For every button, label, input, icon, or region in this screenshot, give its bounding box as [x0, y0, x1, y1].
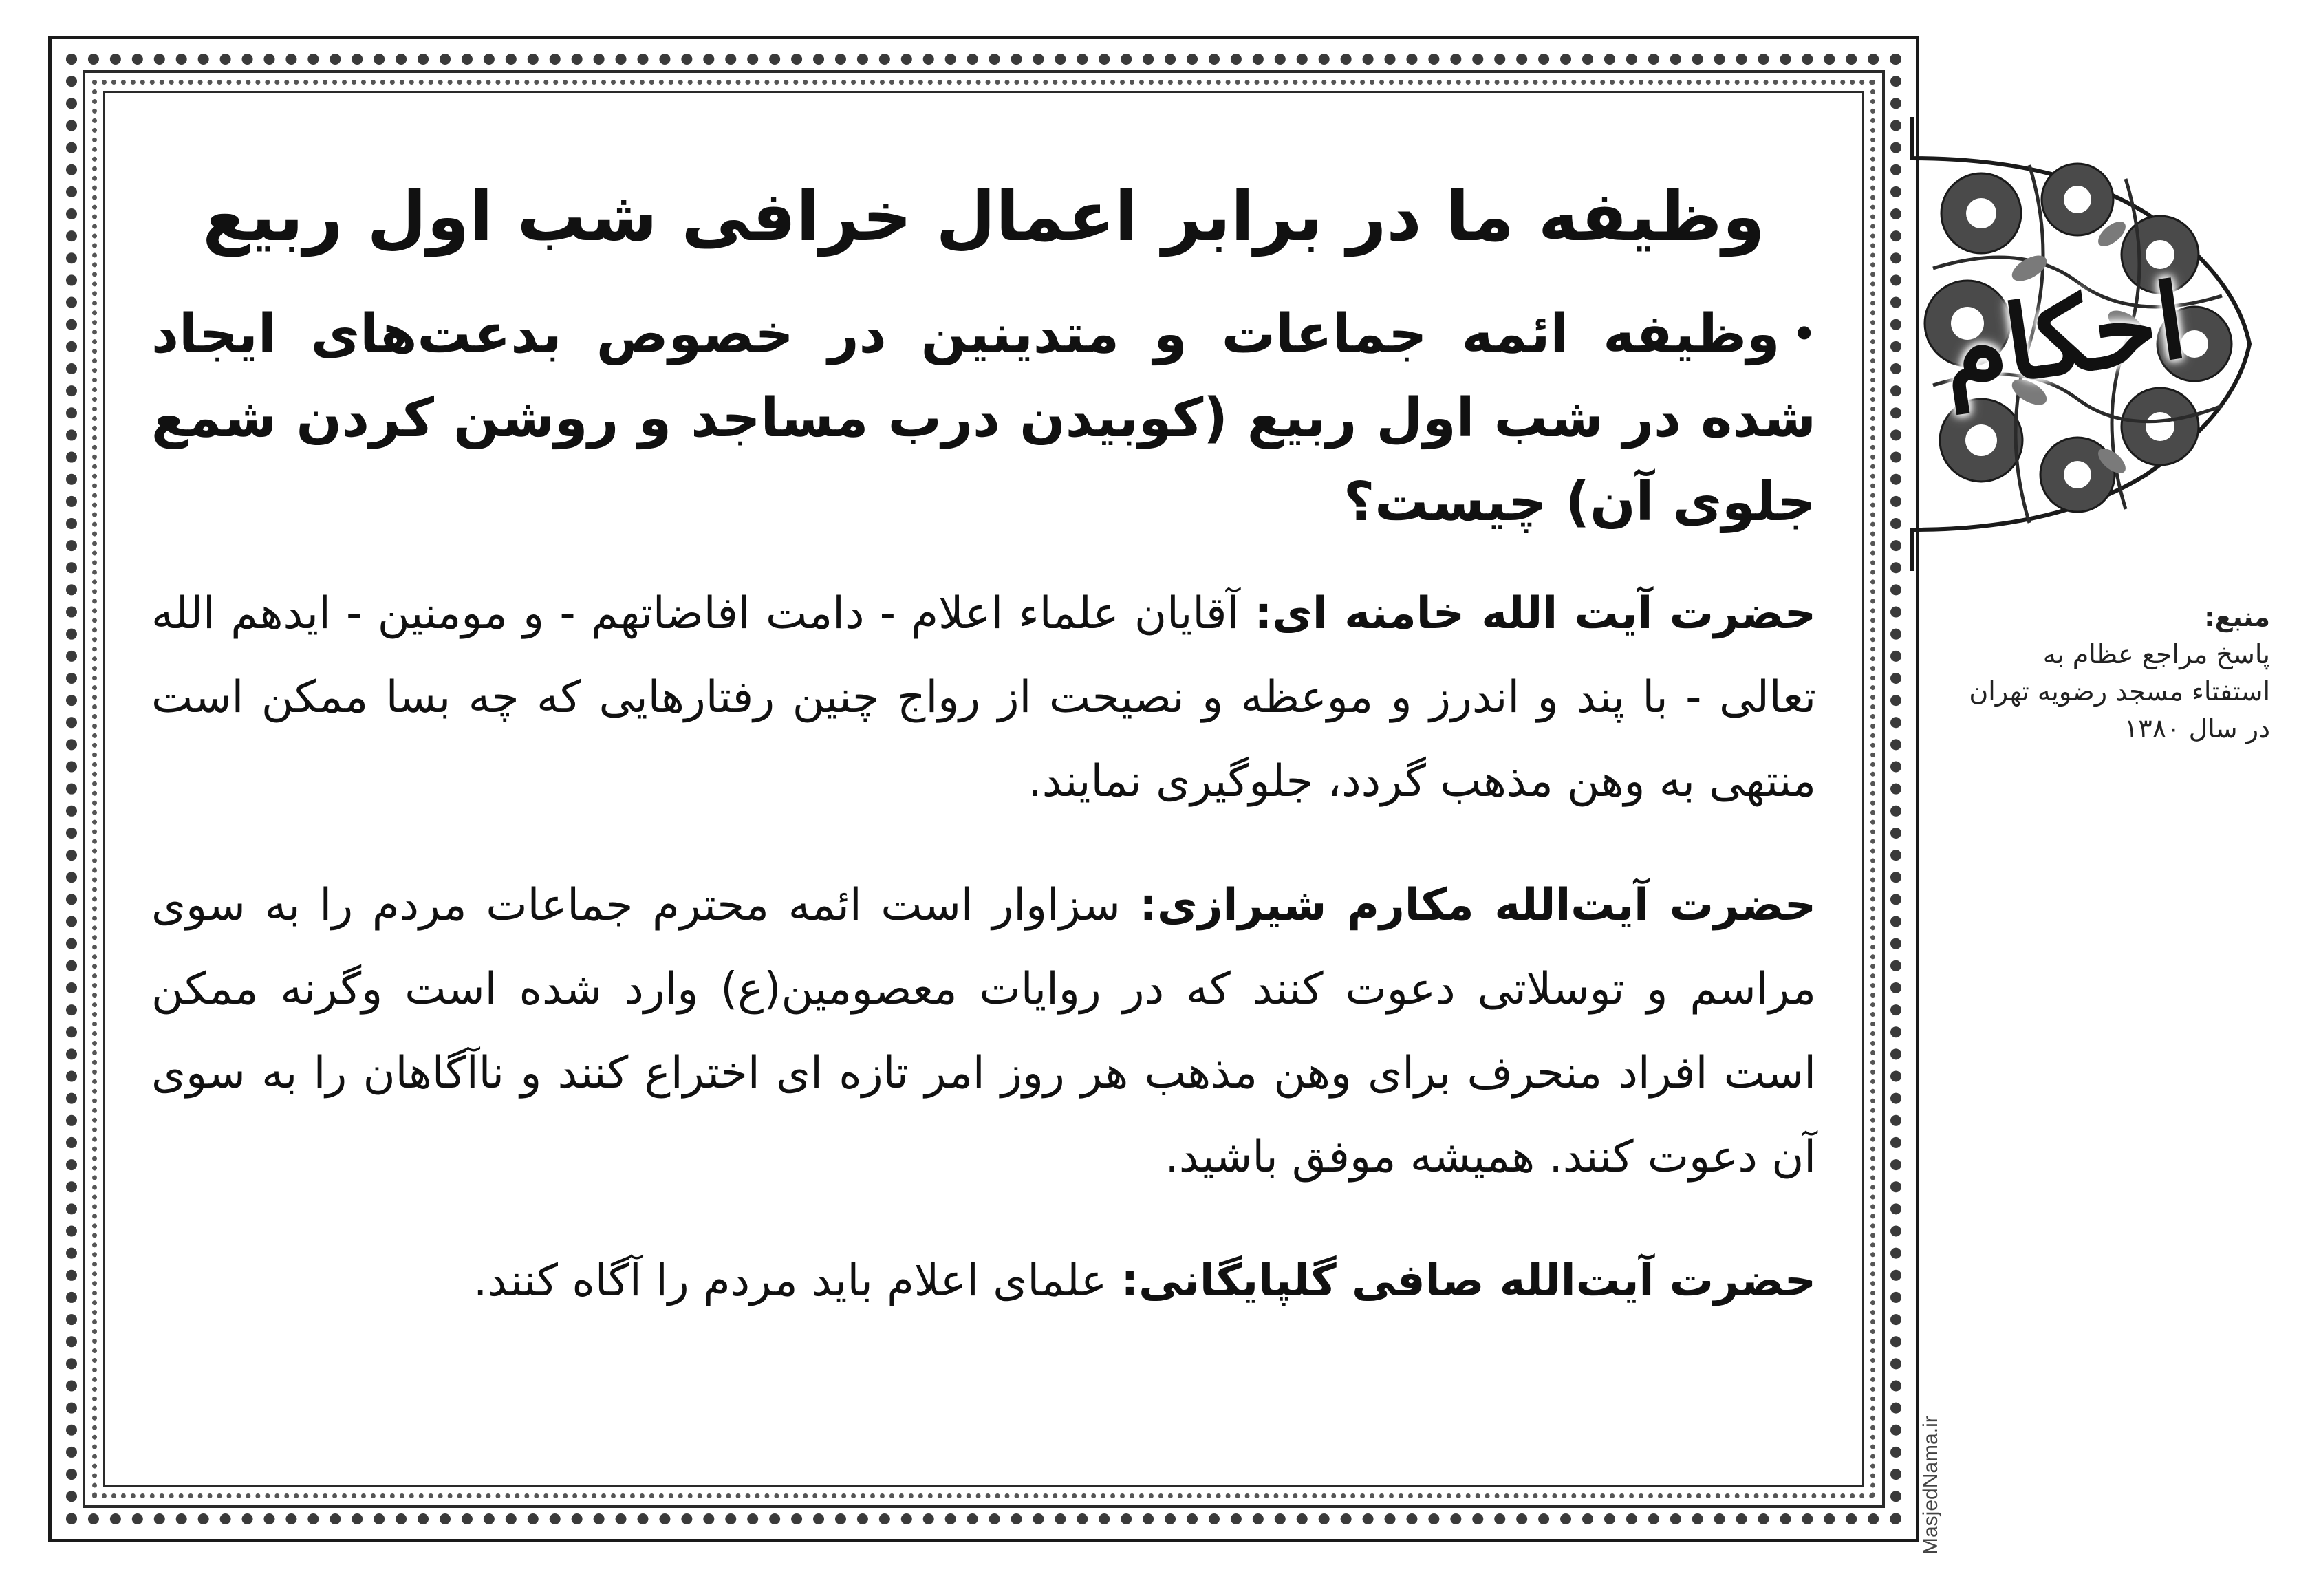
answer-speaker: حضرت آیت‌الله مکارم شیرازی:: [1139, 880, 1817, 931]
answer-paragraph-khamenei: [151, 572, 1816, 823]
ahkam-calligraphy: احکام: [1934, 260, 2194, 414]
answer-speaker: حضرت آیت‌الله صافی گلپایگانی:: [1121, 1255, 1816, 1306]
answer-speaker: حضرت آیت الله خامنه ای:: [1254, 588, 1817, 639]
question-text: وظیفه ائمه جماعات و متدینین در خصوص بدعت‌های ایجاد شده در شب اول ربیع (کوبیدن درب مساجد و روشن کردن شمع جلوی آن) چیست؟: [151, 303, 1816, 533]
source-line: پاسخ مراجع عظام به: [2042, 639, 2270, 669]
question-paragraph: [151, 292, 1816, 544]
answer-text: آقایان علماء اعلام - دامت افاضاتهم - و مومنین - ایدهم الله تعالی - با پند و اندرز و موعظه و نصیحت از رواج چنین رفتارهایی که چه بسا ممکن است منتهی به وهن مذهب گردد، جلوگیری نمایند.: [151, 588, 1816, 807]
source-line: استفتاء مسجد رضویه تهران: [1969, 676, 2270, 707]
watermark-text: MasjedNama.ir: [1919, 1416, 1942, 1555]
answer-text: سزاوار است ائمه محترم جماعات مردم را به سوی مراسم و توسلاتی دعوت کنند که در روایات معصومین(ع) وارد شده است وگرنه ممکن است افراد منحرف برای وهن مذهب هر روز امر تازه ای اختراع کنند و ناآگاهان را به سوی آن دعوت کنند. همیشه موفق باشید.: [151, 880, 1816, 1183]
answer-paragraph-makarem: [151, 863, 1816, 1199]
source-line: در سال ۱۳۸۰: [2124, 713, 2270, 744]
answer-text: علمای اعلام باید مردم را آگاه کنند.: [473, 1255, 1108, 1306]
bullet-icon: •: [1792, 312, 1816, 356]
source-note: [1940, 598, 2270, 747]
document-title: وظیفه ما در برابر اعمال خرافی شب اول ربیع: [202, 176, 1765, 257]
answer-paragraph-safi: [151, 1239, 1816, 1323]
document-body: [151, 169, 1816, 1363]
source-label: منبع:: [2204, 602, 2270, 632]
